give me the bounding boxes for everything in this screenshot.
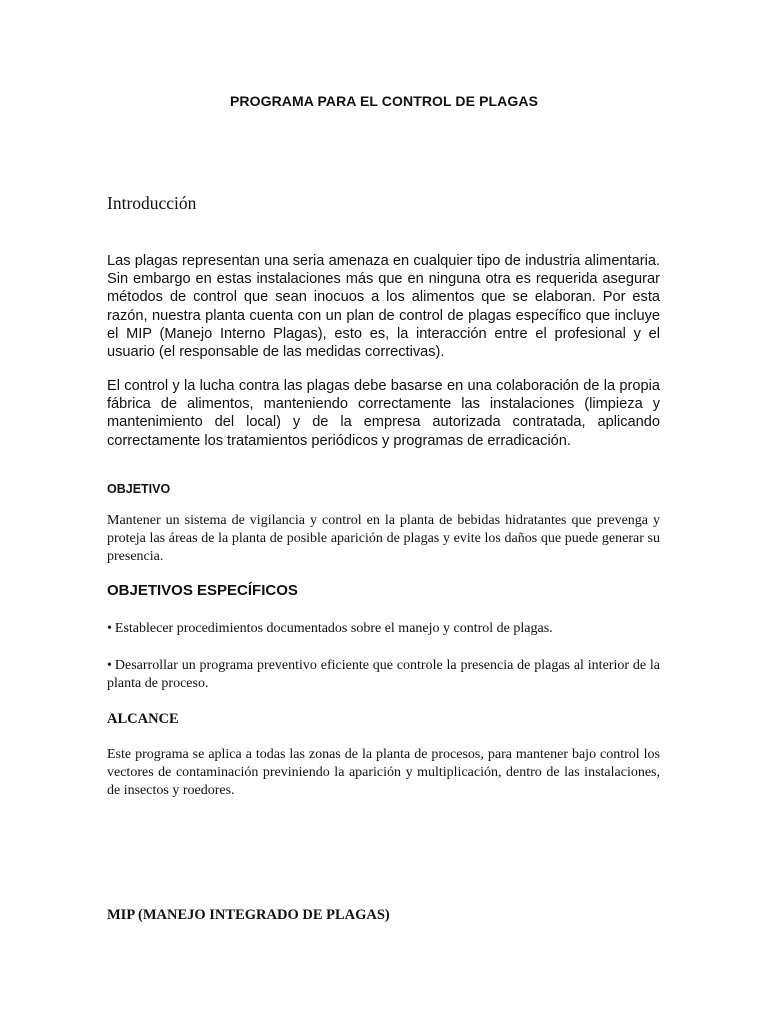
scope-text: Este programa se aplica a todas las zonas de la planta de procesos, para mantener bajo control los vectores de contaminación previniendo la aparición y multiplicación, dentro de las instalaciones, de insectos y roedores. xyxy=(107,747,660,798)
specific-objective-text: Desarrollar un programa preventivo eficiente que controle la presencia de plagas al interior de la planta de proceso. xyxy=(107,658,660,691)
introduction-paragraph-1: Las plagas representan una seria amenaza en cualquier tipo de industria alimentaria. Sin embargo en estas instalaciones más que en ninguna otra es requerida asegurar métodos de control que sean inocuos a los alimentos que se elaboran. Por esta razón, nuestra planta cuenta con un plan de control de plagas específico que incluye el MIP (Manejo Interno Plagas), esto es, la interacción entre el profesional y el usuario (el responsable de las medidas correctivas). xyxy=(107,253,660,361)
specific-objectives-heading: OBJETIVOS ESPECÍFICOS xyxy=(107,582,298,599)
introduction-heading: Introducción xyxy=(107,193,197,213)
objective-heading: OBJETIVO xyxy=(107,482,171,496)
specific-objective-item-2 xyxy=(107,657,660,693)
objective-text: Mantener un sistema de vigilancia y control en la planta de bebidas hidratantes que prevenga y proteja las áreas de la planta de posible aparición de plagas y evite los daños que puede generar su presencia. xyxy=(107,513,660,564)
specific-objective-item-1 xyxy=(107,620,660,638)
scope-heading: ALCANCE xyxy=(107,711,179,727)
introduction-paragraph-2: El control y la lucha contra las plagas debe basarse en una colaboración de la propia fábrica de alimentos, manteniendo correctamente las instalaciones (limpieza y mantenimiento del local) y de la empresa autorizada contratada, aplicando correctamente los tratamientos periódicos y programas de erradicación. xyxy=(107,378,660,449)
specific-objective-text: Establecer procedimientos documentados sobre el manejo y control de plagas. xyxy=(114,621,553,636)
mip-heading: MIP (MANEJO INTEGRADO DE PLAGAS) xyxy=(107,907,390,923)
document-title: PROGRAMA PARA EL CONTROL DE PLAGAS xyxy=(229,93,539,109)
bullet-icon: • xyxy=(107,621,112,636)
bullet-icon: • xyxy=(107,658,112,673)
